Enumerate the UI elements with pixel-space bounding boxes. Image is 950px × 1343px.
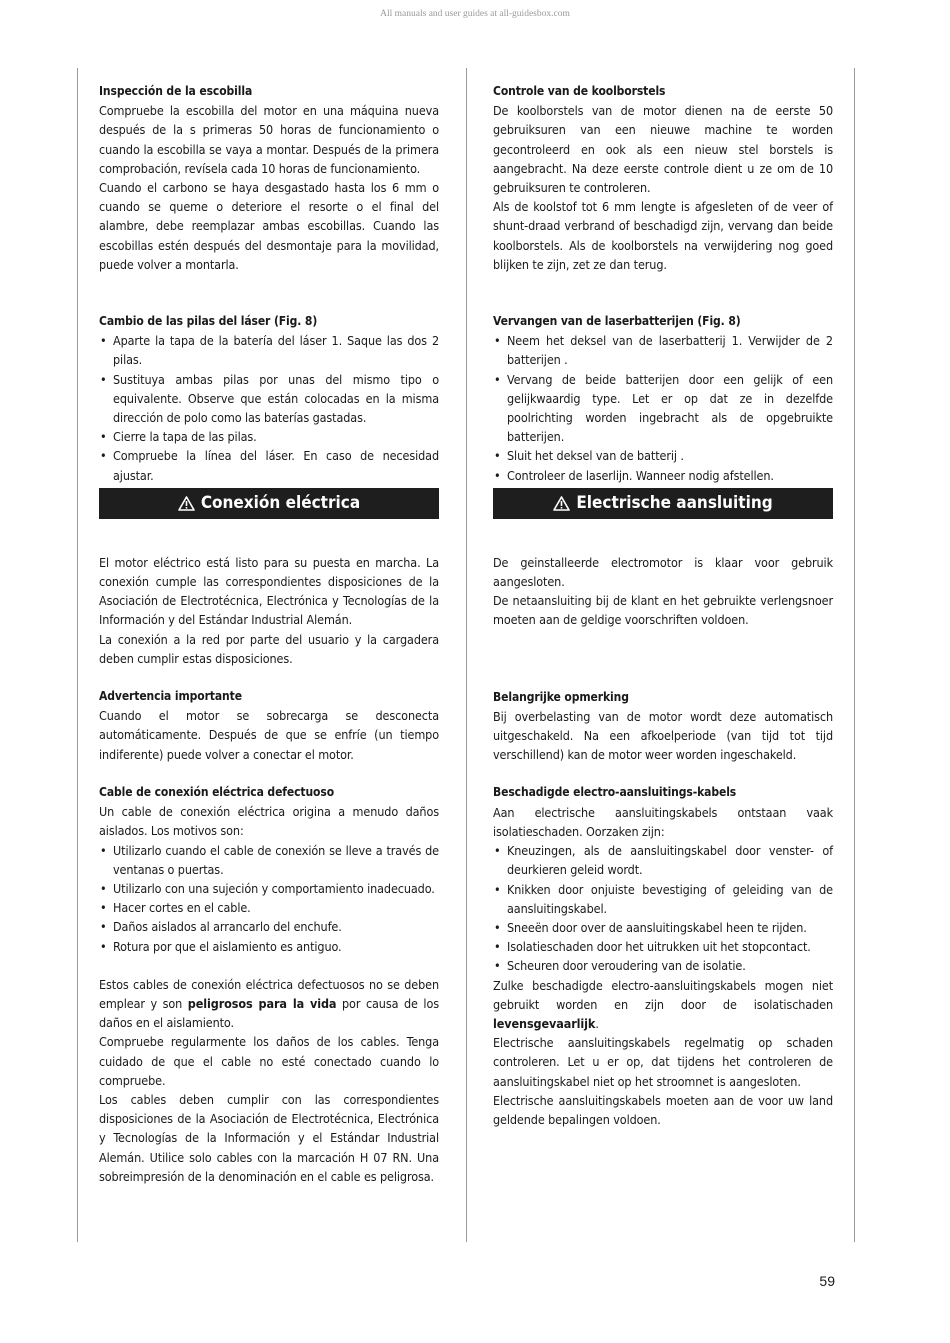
paragraph: Compruebe regularmente los daños de los cables. Tenga cuidado de que el cable no esté conectado cuando lo compruebe. <box>99 1034 439 1088</box>
emphasis: levensgevaarlijk <box>493 1015 596 1031</box>
list-item: • Vervang de beide batterijen door een gelijk of een gelijkwaardig type. Let er op dat ze in dezelfde poolrichting worden ingebracht als de opgebruikte batterijen. <box>493 370 833 447</box>
warning-triangle-icon <box>553 496 570 511</box>
list-item: • Utilizarlo con una sujeción y comportamiento inadecuado. <box>99 879 439 898</box>
list-item: • Sluit het deksel van de batterij . <box>493 446 833 465</box>
section-banner <box>99 488 439 519</box>
section-electrical-connection <box>493 553 833 630</box>
list-item: • Scheuren door veroudering van de isolatie. <box>493 956 833 975</box>
paragraph: De geinstalleerde electromotor is klaar voor gebruik aangesloten. <box>493 554 833 590</box>
paragraph: La conexión a la red por parte del usuario y la cargadera deben cumplir estas disposiciones. <box>99 631 439 666</box>
section-defective-cable <box>99 783 439 1186</box>
list-item: • Rotura por que el aislamiento es antiguo. <box>99 937 439 956</box>
divider-center <box>466 68 467 1242</box>
paragraph <box>99 975 439 1033</box>
banner-title: Electrische aansluiting <box>576 492 773 513</box>
emphasis: peligrosos para la vida <box>187 995 337 1011</box>
section-title: Beschadigde electro-aansluitings-kabels <box>493 785 737 800</box>
warning-triangle-icon <box>178 496 195 511</box>
text-run: . <box>595 1015 599 1031</box>
paragraph: De netaansluiting bij de klant en het gebruikte verlengsnoer moeten aan de geldige voorschriften voldoen. <box>493 593 833 628</box>
text-run: por causa de los daños en el aislamiento. <box>99 995 439 1031</box>
bullet-list <box>99 841 439 956</box>
section-brush-inspection <box>99 82 439 274</box>
paragraph: Electrische aansluitingskabels moeten aan de voor uw land geldende bepalingen voldoen. <box>493 1092 833 1127</box>
paragraph: Bij overbelasting van de motor wordt deze automatisch uitgeschakeld. Na een afkoelperiode (van tijd tot tijd verschillend) kan de motor weer worden ingeschakeld. <box>493 708 833 763</box>
list-item: • Sustituya ambas pilas por unas del mismo tipo o equivalente. Observe que están colocadas en la misma dirección de polo como las baterías gastadas. <box>99 370 439 428</box>
section-laser-batteries <box>493 312 833 485</box>
text-run: Zulke beschadigde electro-aansluitingskabels mogen niet gebruikt worden en zijn door de isolatischaden <box>493 977 833 1012</box>
list-item: • Isolatieschaden door het uitrukken uit het stopcontact. <box>493 937 833 956</box>
section-important-note <box>493 688 833 765</box>
list-item: • Compruebe la línea del láser. En caso de necesidad ajustar. <box>99 446 439 484</box>
page-number: 59 <box>819 1273 835 1289</box>
paragraph: Un cable de conexión eléctrica origina a menudo daños aislados. Los motivos son: <box>99 804 439 839</box>
paragraph: Aan electrische aansluitingskabels ontstaan vaak isolatieschaden. Oorzaken zijn: <box>493 804 833 839</box>
section-electrical-connection <box>99 553 439 668</box>
right-column <box>493 82 833 1129</box>
section-title: Advertencia importante <box>99 689 242 704</box>
list-item: • Kneuzingen, als de aansluitingskabel door venster- of deurkieren geleid wordt. <box>493 841 833 879</box>
paragraph: Cuando el motor se sobrecarga se desconecta automáticamente. Después de que se enfríe (un tiempo indiferente) puede volver a conectar el motor. <box>99 708 439 762</box>
list-item: • Daños aislados al arrancarlo del enchufe. <box>99 917 439 936</box>
text-run: Estos cables de conexión eléctrica defectuosos no se deben emplear y son <box>99 976 439 1011</box>
paragraph: Cuando el carbono se haya desgastado hasta los 6 mm o cuando se queme o deteriore el resorte o el final del alambre, debe reemplazar ambas escobillas. Cuando las escobillas estén después del desmontaje para la movilidad, puede volver a montarla. <box>99 180 439 272</box>
bullet-list <box>493 331 833 485</box>
divider-left <box>77 68 78 1242</box>
list-item: • Cierre la tapa de las pilas. <box>99 427 439 446</box>
left-column <box>99 82 439 1186</box>
section-defective-cable <box>493 783 833 1129</box>
section-brush-inspection <box>493 82 833 274</box>
bullet-list <box>99 331 439 485</box>
paragraph: De koolborstels van de motor dienen na de eerste 50 gebruiksuren van een nieuwe machine te worden gecontroleerd en ook als een nieuw stel borstels is aangebracht. Na deze eerste controle dient u ze om de 10 gebruiksuren te controleren. <box>493 103 833 196</box>
section-title: Cable de conexión eléctrica defectuoso <box>99 784 335 799</box>
paragraph: Als de koolstof tot 6 mm lengte is afgesleten of de veer of shunt-draad verbrand of beschadigd zijn, vervang dan beide koolborstels. Als de koolborstels na verwijdering nog goed blijken te zijn, zet ze dan terug. <box>493 199 833 272</box>
list-item: • Neem het deksel van de laserbatterij 1. Verwijder de 2 batterijen . <box>493 331 833 369</box>
bullet-list <box>493 841 833 975</box>
section-title: Inspección de la escobilla <box>99 84 253 98</box>
section-title: Cambio de las pilas del láser (Fig. 8) <box>99 314 318 329</box>
header-note: All manuals and user guides at all-guidesbox.com <box>380 9 570 19</box>
section-title: Controle van de koolborstels <box>493 84 666 98</box>
list-item: • Utilizarlo cuando el cable de conexión se lleve a través de ventanas o puertas. <box>99 841 439 879</box>
section-title: Vervangen van de laserbatterijen (Fig. 8) <box>493 314 741 329</box>
list-item: • Hacer cortes en el cable. <box>99 898 439 917</box>
list-item: • Sneeën door over de aansluitingskabel heen te rijden. <box>493 918 833 937</box>
section-important-note <box>99 687 439 764</box>
paragraph: El motor eléctrico está listo para su puesta en marcha. La conexión cumple las correspondientes disposiciones de la Asociación de Electrotécnica, Electrónica y Tecnologías de la Información y del Estándar Industrial Alemán. <box>99 554 439 628</box>
section-banner <box>493 488 833 519</box>
banner-title: Conexión eléctrica <box>200 492 361 513</box>
section-title: Belangrijke opmerking <box>493 689 629 704</box>
paragraph: Los cables deben cumplir con las correspondientes disposiciones de la Asociación de Electrotécnica, Electrónica y Tecnologías de la Información y el Estándar Industrial Alemán. Utilice solo cables con la marcación H 07 RN. Una sobreimpresión de la denominación en el cable es peligrosa. <box>99 1091 439 1184</box>
section-laser-batteries <box>99 312 439 485</box>
paragraph: Compruebe la escobilla del motor en una máquina nueva después de la s primeras 50 horas de funcionamiento o cuando la escobilla se vaya a montar. Después de la primera comprobación, revísela cada 10 horas de funcionamiento. <box>99 103 439 176</box>
divider-right <box>854 68 855 1242</box>
list-item: • Aparte la tapa de la batería del láser 1. Saque las dos 2 pilas. <box>99 331 439 369</box>
list-item: • Controleer de laserlijn. Wanneer nodig afstellen. <box>493 466 833 485</box>
paragraph: Electrische aansluitingskabels regelmatig op schaden controleren. Let u er op, dat tijdens het controleren de aansluitingskabel niet op het stroomnet is aangesloten. <box>493 1035 833 1089</box>
list-item: • Knikken door onjuiste bevestiging of geleiding van de aansluitingskabel. <box>493 880 833 918</box>
paragraph <box>493 976 833 1034</box>
